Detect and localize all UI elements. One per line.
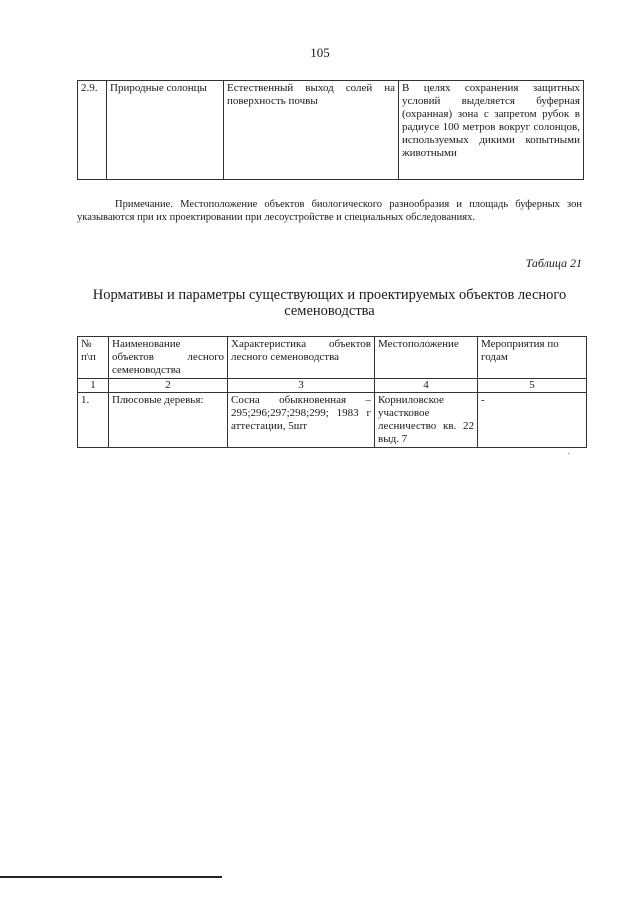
object-characteristic: Естественный выход солей на поверхность почвы [224, 81, 399, 180]
protection-measure: В целях сохранения защитных условий выделяется буферная (охранная) зона с запретом рубок в радиусе 100 метров вокруг солонцов, используемых дикими копытными животными [399, 81, 584, 180]
page-number: 105 [310, 45, 330, 60]
column-number-row [78, 379, 587, 393]
row-number: 1. [78, 393, 109, 448]
biodiversity-table [77, 80, 584, 180]
footer-rule [0, 876, 222, 878]
header-measures: Мероприятия по годам [478, 337, 587, 379]
table-row [78, 393, 587, 448]
seed-objects-table [77, 336, 587, 448]
table-row [78, 81, 584, 180]
note-text: Примечание. Местоположение объектов биологического разнообразия и площадь буферных зон указываются при их проектировании при лесоустройстве и специальных обследованиях. [77, 199, 582, 223]
header-characteristic: Характеристика объектов лесного семеноводства [228, 337, 375, 379]
object-name: Плюсовые деревья: [109, 393, 228, 448]
column-number: 2 [109, 379, 228, 393]
column-number: 4 [375, 379, 478, 393]
table-title: Нормативы и параметры существующих и проектируемых объектов лесного семеноводства [92, 287, 567, 319]
object-name: Природные солонцы [107, 81, 224, 180]
row-number: 2.9. [78, 81, 107, 180]
column-number: 3 [228, 379, 375, 393]
object-measures: - [478, 393, 587, 448]
header-row [78, 337, 587, 379]
object-location: Корниловское участковое лесничество кв. 22 выд. 7 [375, 393, 478, 448]
scan-mark: · [567, 449, 571, 460]
header-location: Местоположение [375, 337, 478, 379]
column-number: 1 [78, 379, 109, 393]
header-number: № п\п [78, 337, 109, 379]
table-label: Таблица 21 [525, 256, 582, 270]
object-characteristic: Сосна обыкновенная – 295;296;297;298;299; 1983 г аттестации, 5шт [228, 393, 375, 448]
header-name: Наименование объектов лесного семеноводства [109, 337, 228, 379]
column-number: 5 [478, 379, 587, 393]
